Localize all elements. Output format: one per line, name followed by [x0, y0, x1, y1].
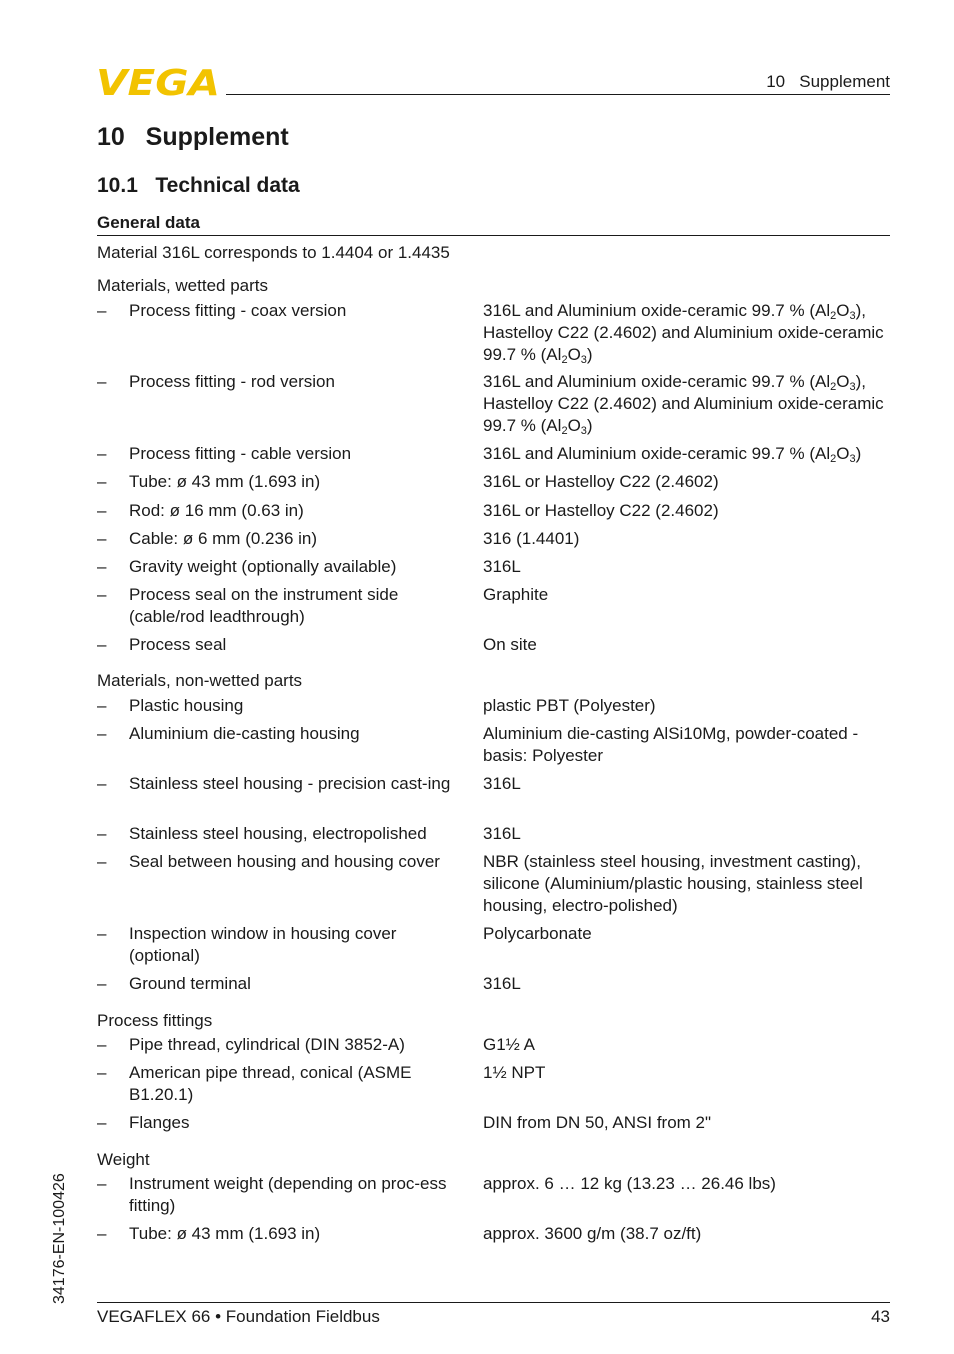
chapter-heading: 10 Supplement [97, 123, 289, 151]
subsection-heading: General data [97, 213, 200, 232]
group-title-weight: Weight [97, 1150, 150, 1169]
dash: – [97, 974, 107, 993]
dash: – [97, 301, 107, 320]
dash: – [97, 529, 107, 548]
dash: – [97, 824, 107, 843]
dash: – [97, 557, 107, 576]
spec-value: 1½ NPT [483, 1063, 546, 1082]
dash: – [97, 724, 107, 743]
footer-rule [97, 1302, 890, 1303]
dash: – [97, 444, 107, 463]
spec-value: Graphite [483, 585, 549, 604]
spec-label: Pipe thread, cylindrical (DIN 3852-A) [129, 1035, 405, 1054]
spec-label: Process fitting - cable version [129, 444, 352, 463]
spec-value: Aluminium die-casting AlSi10Mg, powder-coated - basis: Polyester [483, 724, 859, 765]
spec-label: Inspection window in housing cover (optional) [129, 924, 397, 965]
intro-text: Material 316L corresponds to 1.4404 or 1.4435 [97, 243, 450, 262]
spec-value: 316L or Hastelloy C22 (2.4602) [483, 472, 719, 491]
footer-product: VEGAFLEX 66 • Foundation Fieldbus [97, 1307, 380, 1326]
spec-value: 316L and Aluminium oxide-ceramic 99.7 % $(Al_2O_3)$, Hastelloy C22 (2.4602) and Aluminium oxide-ceramic 99.7 % $(Al_2O_3)$ [483, 372, 884, 437]
spec-value: NBR (stainless steel housing, investment casting), silicone (Aluminium/plastic housing, stainless steel housing, electro-polished) [483, 852, 863, 915]
group-title-fittings: Process fittings [97, 1011, 213, 1030]
spec-label: Instrument weight (depending on proc-ess fitting) [129, 1174, 447, 1215]
dash: – [97, 774, 107, 793]
spec-label: Cable: ø 6 mm (0.236 in) [129, 529, 318, 548]
dash: – [97, 852, 107, 871]
vega-logo [96, 66, 220, 96]
dash: – [97, 696, 107, 715]
subsection-rule [97, 235, 890, 236]
spec-value: 316L [483, 557, 521, 576]
spec-value: 316L [483, 974, 521, 993]
group-title-nonwetted: Materials, non-wetted parts [97, 671, 303, 690]
section-heading: 10.1 Technical data [97, 174, 300, 197]
spec-value: 316L [483, 824, 521, 843]
spec-value: 316L and Aluminium oxide-ceramic 99.7 % $(Al_2O_3)$ [483, 444, 862, 465]
dash: – [97, 1035, 107, 1054]
spec-label: Rod: ø 16 mm (0.63 in) [129, 501, 304, 520]
logo-text: VEGA [96, 66, 220, 96]
dash: – [97, 1174, 107, 1193]
header-rule [226, 94, 890, 95]
spec-value: Polycarbonate [483, 924, 592, 943]
spec-label: Plastic housing [129, 696, 244, 715]
spec-label: Tube: ø 43 mm (1.693 in) [129, 1224, 321, 1243]
spec-value: plastic PBT (Polyester) [483, 696, 656, 715]
spec-label: Seal between housing and housing cover [129, 852, 440, 871]
spec-value: approx. 6 … 12 kg (13.23 … 26.46 lbs) [483, 1174, 776, 1193]
spec-value: G1½ A [483, 1035, 535, 1054]
page-number: 43 [871, 1307, 890, 1326]
spec-label: Aluminium die-casting housing [129, 724, 360, 743]
spec-value: 316L [483, 774, 521, 793]
spec-label: Process fitting - coax version [129, 301, 347, 320]
spec-label: Stainless steel housing - precision cast-ing [129, 774, 451, 793]
dash: – [97, 501, 107, 520]
spec-label: Process seal on the instrument side (cable/rod leadthrough) [129, 585, 399, 626]
dash: – [97, 372, 107, 391]
document-id: 34176-EN-100426 [51, 1173, 68, 1304]
spec-value: approx. 3600 g/m (38.7 oz/ft) [483, 1224, 702, 1243]
dash: – [97, 635, 107, 654]
dash: – [97, 924, 107, 943]
dash: – [97, 585, 107, 604]
dash: – [97, 472, 107, 491]
dash: – [97, 1063, 107, 1082]
spec-label: Process fitting - rod version [129, 372, 335, 391]
spec-label: Process seal [129, 635, 227, 654]
group-title-wetted: Materials, wetted parts [97, 276, 269, 295]
spec-value: On site [483, 635, 537, 654]
spec-label: Tube: ø 43 mm (1.693 in) [129, 472, 321, 491]
spec-label: American pipe thread, conical (ASME B1.20.1) [129, 1063, 412, 1104]
spec-value: DIN from DN 50, ANSI from 2" [483, 1113, 712, 1132]
spec-label: Stainless steel housing, electropolished [129, 824, 427, 843]
spec-label: Gravity weight (optionally available) [129, 557, 397, 576]
spec-value: 316L or Hastelloy C22 (2.4602) [483, 501, 719, 520]
spec-value: 316L and Aluminium oxide-ceramic 99.7 % $(Al_2O_3)$, Hastelloy C22 (2.4602) and Aluminium oxide-ceramic 99.7 % $(Al_2O_3)$ [483, 301, 884, 366]
header-section-title: 10 Supplement [766, 72, 890, 91]
spec-label: Ground terminal [129, 974, 251, 993]
spec-label: Flanges [129, 1113, 190, 1132]
dash: – [97, 1224, 107, 1243]
dash: – [97, 1113, 107, 1132]
spec-value: 316 (1.4401) [483, 529, 580, 548]
